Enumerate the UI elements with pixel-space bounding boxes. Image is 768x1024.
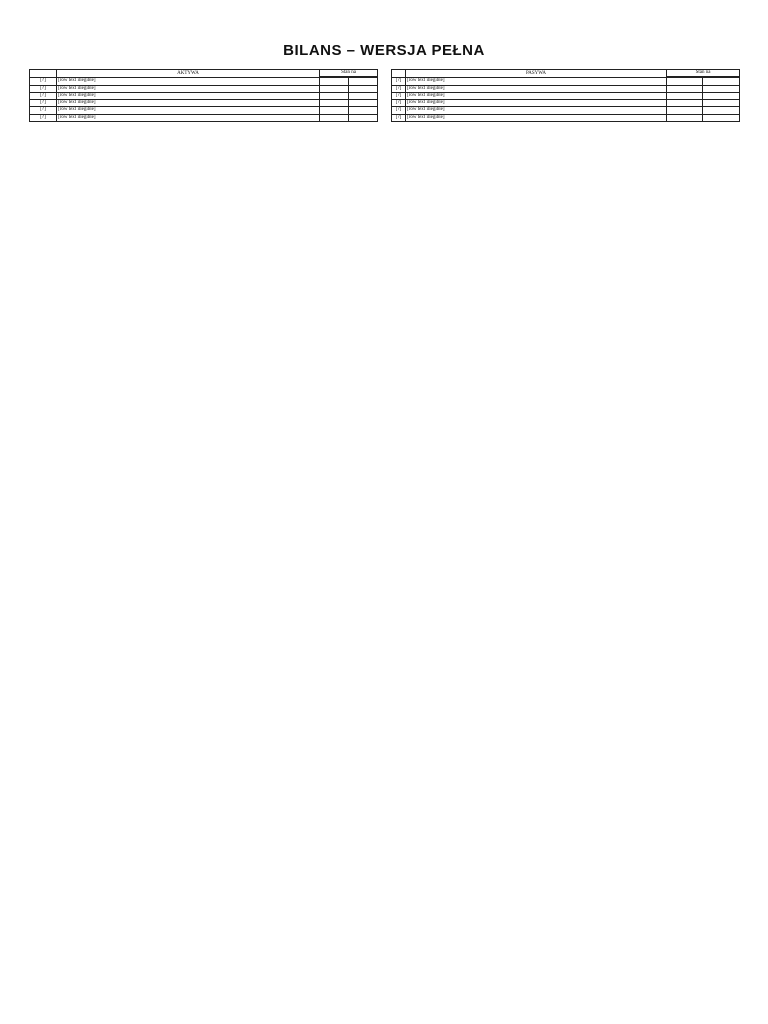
pasywa-body [392,78,740,122]
table-row [30,100,378,107]
row-code: [?] [392,114,406,121]
row-value-2 [349,107,378,114]
aktywa-table [29,69,378,122]
row-value-2 [349,92,378,99]
row-label: [row text illegible] [406,78,667,85]
row-label: [row text illegible] [57,107,320,114]
row-code: [?] [30,92,57,99]
row-value-2 [349,114,378,121]
table-row [392,78,740,85]
row-code: [?] [392,100,406,107]
table-row [392,92,740,99]
row-value-2 [703,114,740,121]
row-label: [row text illegible] [57,92,320,99]
row-value-2 [703,107,740,114]
table-row [30,78,378,85]
pasywa-table [391,69,740,122]
row-value-1 [667,85,703,92]
row-value-1 [667,100,703,107]
row-label: [row text illegible] [57,78,320,85]
header-aktywa: AKTYWA [57,70,320,78]
row-value-2 [703,92,740,99]
row-code: [?] [30,85,57,92]
row-label: [row text illegible] [57,85,320,92]
row-value-2 [703,78,740,85]
row-code: [?] [30,78,57,85]
row-code: [?] [392,85,406,92]
row-value-1 [320,100,349,107]
header-pasywa: PASYWA [406,70,667,78]
row-value-1 [667,107,703,114]
row-value-1 [667,92,703,99]
row-label: [row text illegible] [406,92,667,99]
row-value-2 [349,78,378,85]
row-value-2 [349,85,378,92]
row-value-2 [703,85,740,92]
row-code: [?] [30,114,57,121]
row-code: [?] [392,92,406,99]
table-row [30,92,378,99]
row-value-2 [703,100,740,107]
row-code: [?] [30,100,57,107]
table-row [392,85,740,92]
header-lp [392,70,406,78]
row-code: [?] [392,107,406,114]
row-code: [?] [392,78,406,85]
table-row [392,107,740,114]
header-stan-na: Stan na [320,70,378,77]
row-label: [row text illegible] [57,100,320,107]
row-label: [row text illegible] [57,114,320,121]
row-label: [row text illegible] [406,100,667,107]
row-label: [row text illegible] [406,114,667,121]
table-row [392,100,740,107]
table-row [30,107,378,114]
aktywa-body [30,78,378,122]
row-value-1 [320,114,349,121]
row-value-1 [320,107,349,114]
header-stan-na: Stan na [667,70,740,77]
row-value-2 [349,100,378,107]
row-value-1 [320,85,349,92]
row-label: [row text illegible] [406,85,667,92]
header-lp [30,70,57,78]
row-code: [?] [30,107,57,114]
table-row [392,114,740,121]
row-value-1 [320,78,349,85]
row-value-1 [320,92,349,99]
page-title: BILANS – WERSJA PEŁNA [283,42,485,59]
table-row [30,85,378,92]
row-value-1 [667,78,703,85]
row-label: [row text illegible] [406,107,667,114]
table-row [30,114,378,121]
row-value-1 [667,114,703,121]
